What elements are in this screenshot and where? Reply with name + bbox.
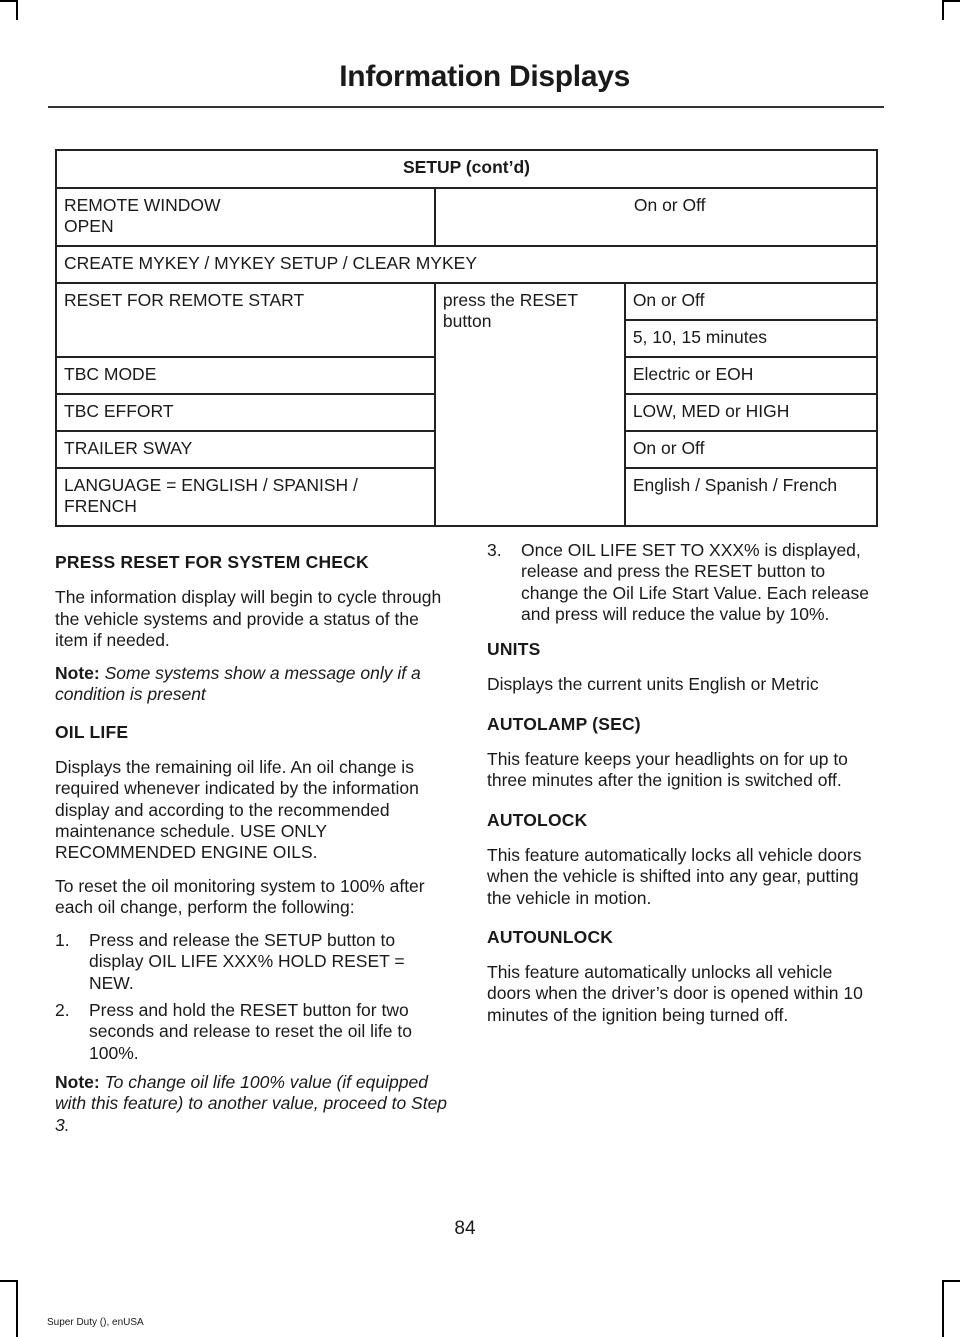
list-item [55,1000,448,1064]
section-heading-units: UNITS [487,639,541,660]
table-cell-label: CREATE MYKEY / MYKEY SETUP / CLEAR MYKEY [56,246,877,283]
row-label: REMOTE WINDOW OPEN [64,195,221,236]
section-heading-autounlock: AUTOUNLOCK [487,926,614,947]
table-header-row [56,150,877,188]
table-cell-action [435,283,625,526]
table-cell-label: TBC EFFORT [56,394,435,431]
section-heading-oil-life: OIL LIFE [55,721,129,742]
table-row [56,188,877,246]
table-cell-label: TBC MODE [56,357,435,394]
step-text: Press and release the SETUP button to display OIL LIFE XXX% HOLD RESET = NEW. [89,930,405,993]
setup-table [55,149,878,527]
table-row [56,246,877,283]
section-heading-autolock: AUTOLOCK [487,809,588,830]
note-label: Note: [55,1071,100,1092]
page-number: 84 [454,1218,476,1239]
table-cell-value: Electric or EOH [625,357,877,394]
step-number: 3. [487,540,502,560]
action-text: press the RESET button [442,290,578,331]
paragraph: To reset the oil monitoring system to 100% after each oil change, perform the following: [55,875,425,917]
table-cell-label [56,188,435,246]
row-label: LANGUAGE = ENGLISH / SPANISH / FRENCH [64,475,358,516]
step-number: 1. [55,930,70,951]
table-header: SETUP (cont’d) [56,150,877,188]
crop-mark-bottom-right [942,1280,944,1337]
table-cell-value: On or Off [625,283,877,320]
note-text: Some systems show a message only if a condition is present [55,663,421,705]
table-cell-value: English / Spanish / French [625,468,877,526]
footer-text: Super Duty (), enUSA [47,1317,144,1328]
table-row [56,283,877,320]
page-title: Information Displays [339,60,630,93]
step-text: Press and hold the RESET button for two seconds and release to reset the oil life to 100%. [89,1000,412,1063]
step-number: 2. [55,1000,70,1021]
paragraph: Displays the current units English or Metric [487,674,819,695]
section-heading-autolamp: AUTOLAMP (SEC) [487,713,641,734]
step-text: Once OIL LIFE SET TO XXX% is displayed, release and press the RESET button to change the Oil Life Start Value. Each release and press will reduce the value by 10%. [521,540,869,624]
list-item [487,540,880,625]
header-rule [48,106,884,108]
right-column [487,540,880,1038]
table-cell-label: TRAILER SWAY [56,431,435,468]
list-item [55,930,448,994]
table-cell-value: LOW, MED or HIGH [625,394,877,431]
table-cell-value: On or Off [625,431,877,468]
crop-mark-top-right [942,0,944,20]
left-column [55,552,448,1148]
note-text: To change oil life 100% value (if equipped with this feature) to another value, proceed to Step 3. [55,1071,448,1135]
paragraph: This feature automatically unlocks all vehicle doors when the driver’s door is opened within 10 minutes of the ignition being turned off. [487,962,863,1025]
section-heading-system-check: PRESS RESET FOR SYSTEM CHECK [55,552,369,572]
table-cell-value: 5, 10, 15 minutes [625,320,877,357]
note [55,663,448,706]
note [55,1072,448,1136]
crop-mark-bottom-right [942,1280,960,1282]
step-list [487,540,880,625]
step-list [55,930,448,1064]
table-cell-label: RESET FOR REMOTE START [56,283,435,357]
crop-mark-bottom-left [16,1280,18,1337]
paragraph: Displays the remaining oil life. An oil change is required whenever indicated by the information display and according to the recommended maintenance schedule. USE ONLY RECOMMENDED ENGINE OILS. [55,757,419,863]
table-cell-value: On or Off [435,188,877,246]
note-label: Note: [55,663,100,684]
crop-mark-top-left [16,0,18,20]
paragraph: This feature keeps your headlights on for up to three minutes after the ignition is switched off. [487,749,848,791]
paragraph: The information display will begin to cycle through the vehicle systems and provide a status of the item if needed. [55,587,442,650]
paragraph: This feature automatically locks all vehicle doors when the vehicle is shifted into any gear, putting the vehicle in motion. [487,844,862,908]
crop-mark-top-right [942,0,960,2]
table-cell-label [56,468,435,526]
